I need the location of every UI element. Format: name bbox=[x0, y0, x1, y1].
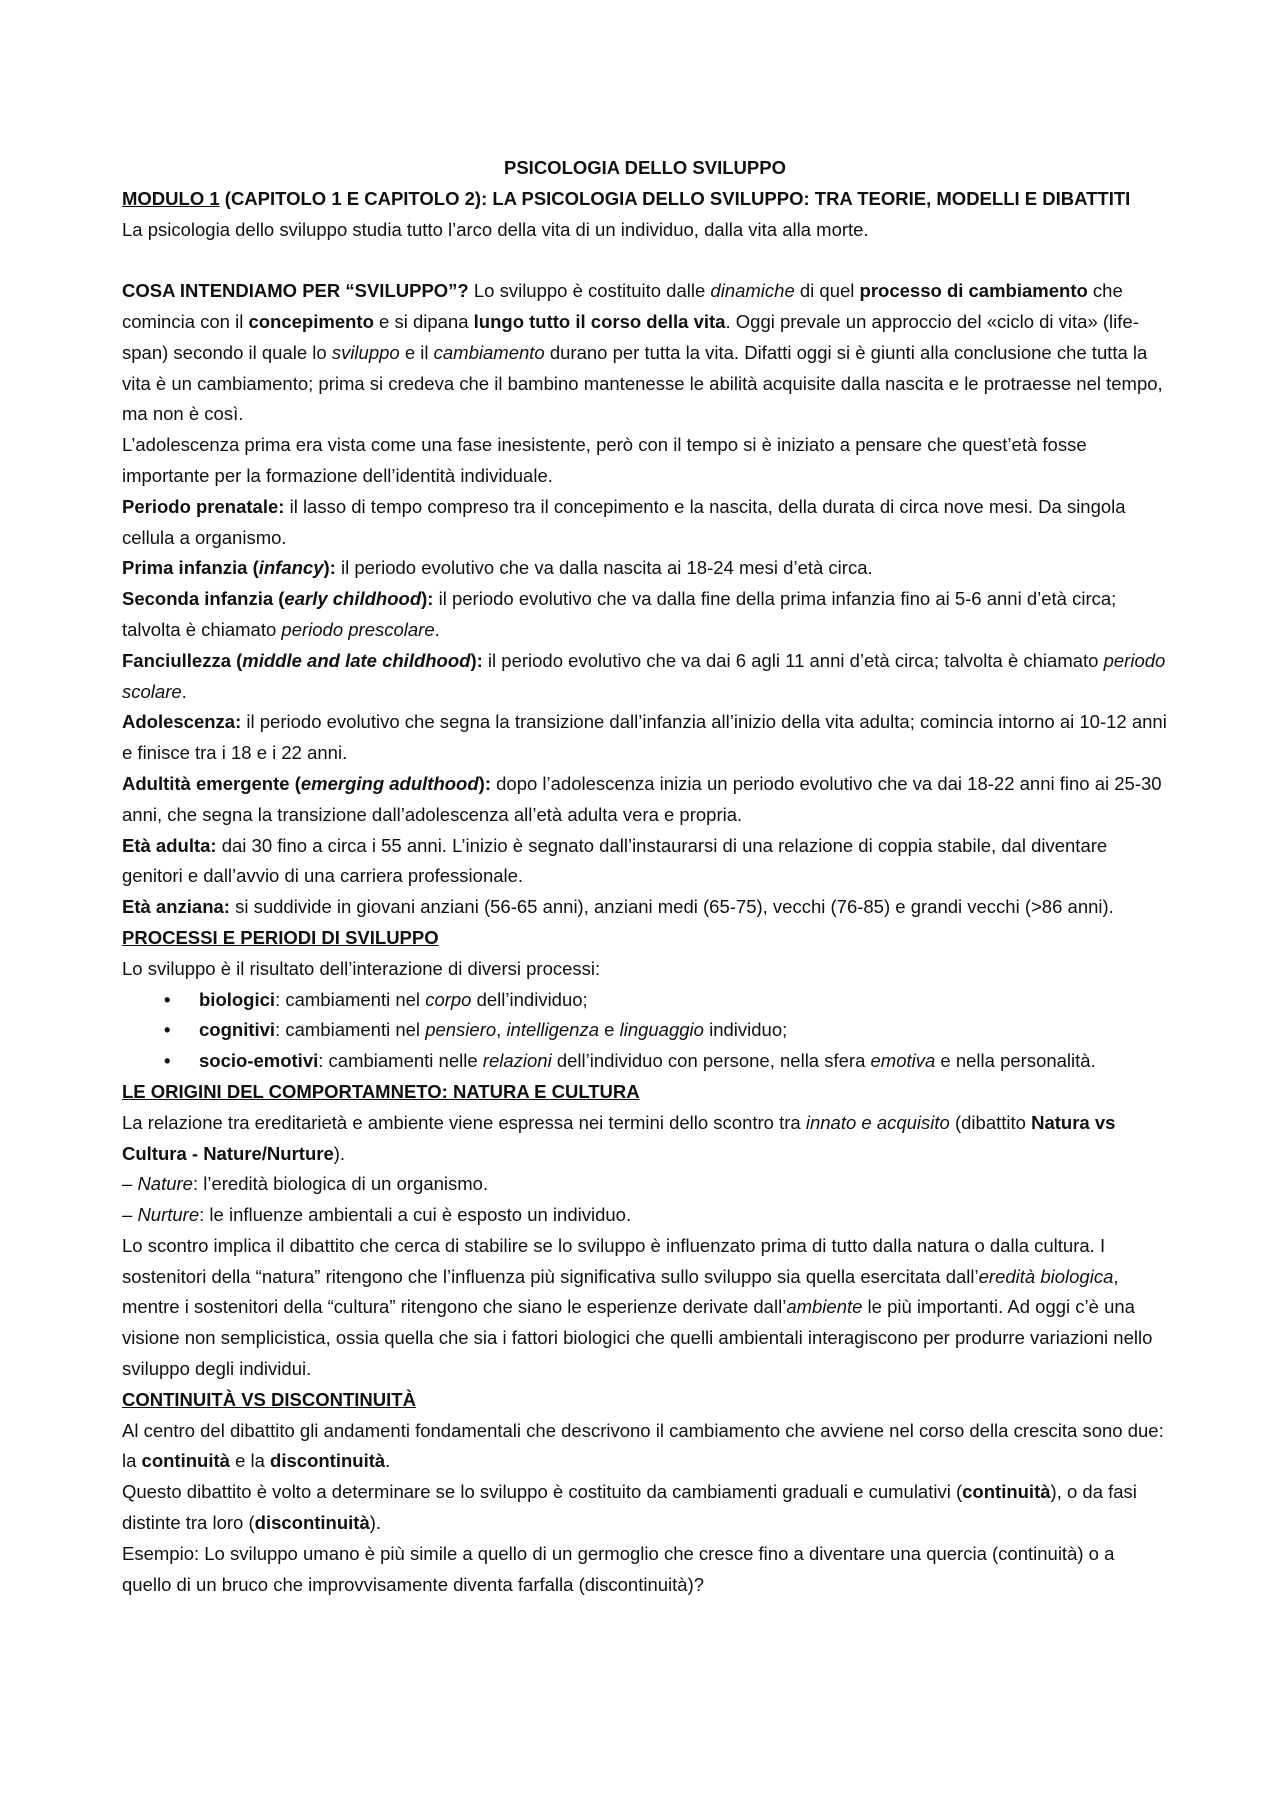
intro-paragraph: La psicologia dello sviluppo studia tutto l’arco della vita di un individuo, dalla vita alla morte. bbox=[122, 218, 869, 240]
periodo-fanciullezza: Fanciullezza (middle and late childhood): il periodo evolutivo che va dai 6 agli 11 anni d’età circa; talvolta è chiamato periodo scolare. bbox=[122, 649, 1166, 702]
module-heading: MODULO 1 (CAPITOLO 1 E CAPITOLO 2): LA PSICOLOGIA DELLO SVILUPPO: TRA TEORIE, MODELLI E DIBATTITI bbox=[122, 187, 1131, 209]
list-item: • socio-emotivi: cambiamenti nelle relazioni dell’individuo con persone, nella sfera emotiva e nella personalità. bbox=[122, 1046, 1168, 1077]
bullet-icon: • bbox=[164, 1050, 171, 1072]
periodo-eta-anziana: Età anziana: si suddivide in giovani anziani (56-65 anni), anziani medi (65-75), vecchi (76-85) e grandi vecchi (>86 anni). bbox=[122, 896, 1114, 918]
nurture-line: – Nurture: le influenze ambientali a cui è esposto un individuo. bbox=[122, 1204, 632, 1226]
continuita-heading: CONTINUITÀ VS DISCONTINUITÀ bbox=[122, 1388, 416, 1410]
adolescenza-intro-paragraph: L’adolescenza prima era vista come una fase inesistente, però con il tempo si è iniziato a pensare che quest’età fosse importante per la formazione dell’identità individuale. bbox=[122, 434, 1087, 486]
periodo-eta-adulta: Età adulta: dai 30 fino a circa i 55 anni. L’inizio è segnato dall’instaurarsi di una relazione di coppia stabile, dal diventare genitori e dall’avvio di una carriera professionale. bbox=[122, 834, 1108, 887]
processi-heading: PROCESSI E PERIODI DI SVILUPPO bbox=[122, 926, 439, 948]
periodo-prenatale: Periodo prenatale: il lasso di tempo compreso tra il concepimento e la nascita, della durata di circa nove mesi. Da singola cellula a organismo. bbox=[122, 495, 1126, 548]
nature-line: – Nature: l’eredità biologica di un organismo. bbox=[122, 1173, 489, 1195]
processi-intro: Lo sviluppo è il risultato dell’interazione di diversi processi: bbox=[122, 957, 601, 979]
periodo-adolescenza: Adolescenza: il periodo evolutivo che segna la transizione dall’infanzia all’inizio della vita adulta; comincia intorno ai 10-12 anni e finisce tra i 18 e i 22 anni. bbox=[122, 711, 1167, 764]
list-item: • cognitivi: cambiamenti nel pensiero, intelligenza e linguaggio individuo; bbox=[122, 1015, 1168, 1046]
module-link: MODULO 1 bbox=[122, 187, 220, 209]
blank-line bbox=[122, 245, 1168, 276]
list-item: • biologici: cambiamenti nel corpo dell’individuo; bbox=[122, 985, 1168, 1016]
origini-heading: LE ORIGINI DEL COMPORTAMNETO: NATURA E CULTURA bbox=[122, 1080, 640, 1102]
bullet-icon: • bbox=[164, 988, 171, 1010]
periodo-seconda-infanzia: Seconda infanzia (early childhood): il periodo evolutivo che va dalla fine della prima infanzia fino ai 5-6 anni d’età circa; talvolta è chiamato periodo prescolare. bbox=[122, 588, 1117, 640]
continuita-example: Esempio: Lo sviluppo umano è più simile a quello di un germoglio che cresce fino a diventare una quercia (continuità) o a quello di un bruco che improvvisamente diventa farfalla (discontinuità)? bbox=[122, 1542, 1115, 1595]
origini-paragraph-2: Lo scontro implica il dibattito che cerca di stabilire se lo sviluppo è influenzato prima di tutto dalla natura o dalla cultura. I sostenitori della “natura” ritengono che l’influenza più significativa sullo sviluppo sia quella esercitata dall’eredità biologica, mentre i sostenitori della “cultura” ritengono che siano le esperienze derivate dall’ambiente le più importanti. Ad oggi c’è una visione non semplicistica, ossia quella che sia i fattori biologici che quelli ambientali interagiscono per produrre variazioni nello sviluppo degli individui. bbox=[122, 1234, 1153, 1380]
continuita-paragraph-2: Questo dibattito è volto a determinare se lo sviluppo è costituito da cambiamenti graduali e cumulativi (continuità), o da fasi distinte tra loro (discontinuità). bbox=[122, 1481, 1137, 1534]
periodo-adultita-emergente: Adultità emergente (emerging adulthood): dopo l’adolescenza inizia un periodo evolutivo che va dai 18-22 anni fino ai 25-30 anni, che segna la transizione dall’adolescenza all’età adulta vera e propria. bbox=[122, 772, 1162, 825]
bullet-icon: • bbox=[164, 1019, 171, 1041]
page-title: PSICOLOGIA DELLO SVILUPPO bbox=[504, 157, 786, 178]
continuita-paragraph-1: Al centro del dibattito gli andamenti fondamentali che descrivono il cambiamento che avviene nel corso della crescita sono due: la continuità e la discontinuità. bbox=[122, 1419, 1164, 1472]
sviluppo-paragraph: COSA INTENDIAMO PER “SVILUPPO”? Lo sviluppo è costituito dalle dinamiche di quel processo di cambiamento che comincia con il concepimento e si dipana lungo tutto il corso della vita. Oggi prevale un approccio del «ciclo di vita» (life-span) secondo il quale lo sviluppo e il cambiamento durano per tutta la vita. Difatti oggi si è giunti alla conclusione che tutta la vita è un cambiamento; prima si credeva che il bambino mantenesse le abilità acquisite dalla nascita e le protraesse nel tempo, ma non è così. bbox=[122, 280, 1163, 425]
processi-list bbox=[122, 985, 1168, 1077]
origini-paragraph-1: La relazione tra ereditarietà e ambiente viene espressa nei termini dello scontro tra innato e acquisito (dibattito Natura vs Cultura - Nature/Nurture). bbox=[122, 1111, 1116, 1164]
periodo-prima-infanzia: Prima infanzia (infancy): il periodo evolutivo che va dalla nascita ai 18-24 mesi d’età circa. bbox=[122, 557, 873, 579]
document-body bbox=[122, 153, 1168, 1600]
